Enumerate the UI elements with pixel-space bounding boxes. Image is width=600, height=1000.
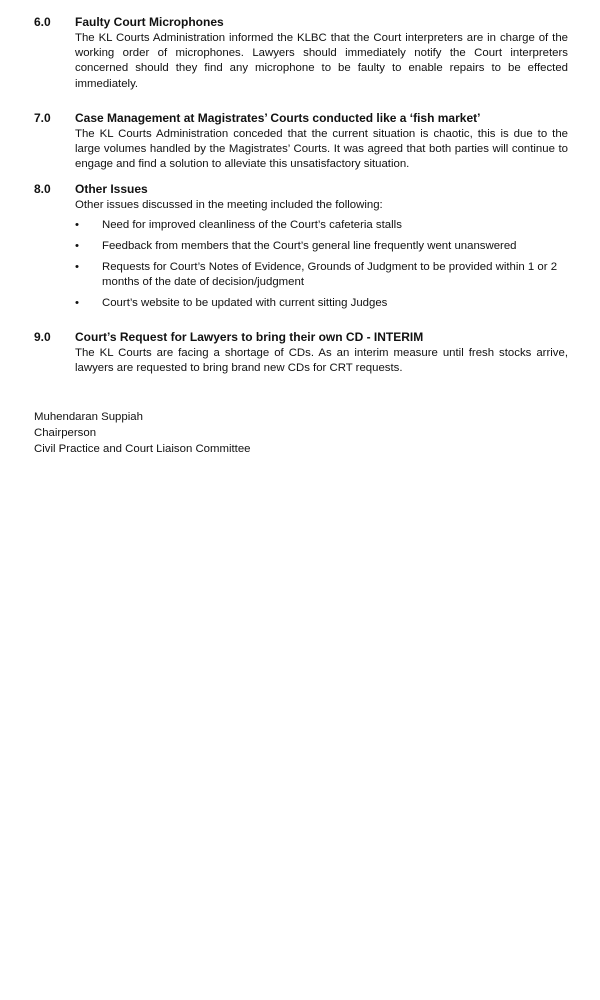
section-title: Case Management at Magistrates’ Courts conducted like a ‘fish market’ [75, 111, 481, 125]
section-number: 9.0 [34, 330, 51, 344]
list-item-text: Court’s website to be updated with current sitting Judges [102, 297, 388, 309]
list-item [75, 239, 574, 254]
list-item-text: Need for improved cleanliness of the Court’s cafeteria stalls [102, 219, 402, 231]
list-item-text: Feedback from members that the Court’s general line frequently went unanswered [102, 240, 517, 252]
signatory-name: Muhendaran Suppiah [34, 411, 143, 423]
signatory-committee: Civil Practice and Court Liaison Committee [34, 443, 251, 455]
section-body: Other issues discussed in the meeting included the following: [75, 199, 383, 211]
section-title: Faulty Court Microphones [75, 15, 224, 29]
section-title: Court’s Request for Lawyers to bring their own CD - INTERIM [75, 330, 424, 344]
section-body: The KL Courts Administration conceded that the current situation is chaotic, this is due to the large volumes handled by the Magistrates’ Courts. It was agreed that both parties will continue to engage and find a solution to alleviate this unsatisfactory situation. [75, 128, 568, 171]
bullet-icon: • [75, 219, 79, 231]
section-number: 8.0 [34, 182, 51, 196]
section-body: The KL Courts are facing a shortage of CDs. As an interim measure until fresh stocks arrive, lawyers are requested to bring brand new CDs for CRT requests. [75, 347, 568, 375]
section-title: Other Issues [75, 182, 148, 196]
bullet-icon: • [75, 261, 79, 273]
bullet-icon: • [75, 297, 79, 309]
list-item [75, 296, 574, 311]
section-number: 6.0 [34, 15, 51, 29]
signatory-role: Chairperson [34, 427, 97, 439]
list-item-text: Requests for Court’s Notes of Evidence, Grounds of Judgment to be provided within 1 or 2 months of the date of decision/judgment [102, 261, 558, 288]
issues-list [75, 218, 574, 311]
bullet-icon: • [75, 240, 79, 252]
list-item [75, 260, 574, 290]
section-number: 7.0 [34, 111, 51, 125]
section-body: The KL Courts Administration informed the KLBC that the Court interpreters are in charge of the working order of microphones. Lawyers should immediately notify the Court interpreters concerned should they find any microphone to be faulty to enable repairs to be effected immediately. [75, 32, 568, 90]
list-item [75, 218, 574, 233]
signature-block [34, 409, 251, 457]
